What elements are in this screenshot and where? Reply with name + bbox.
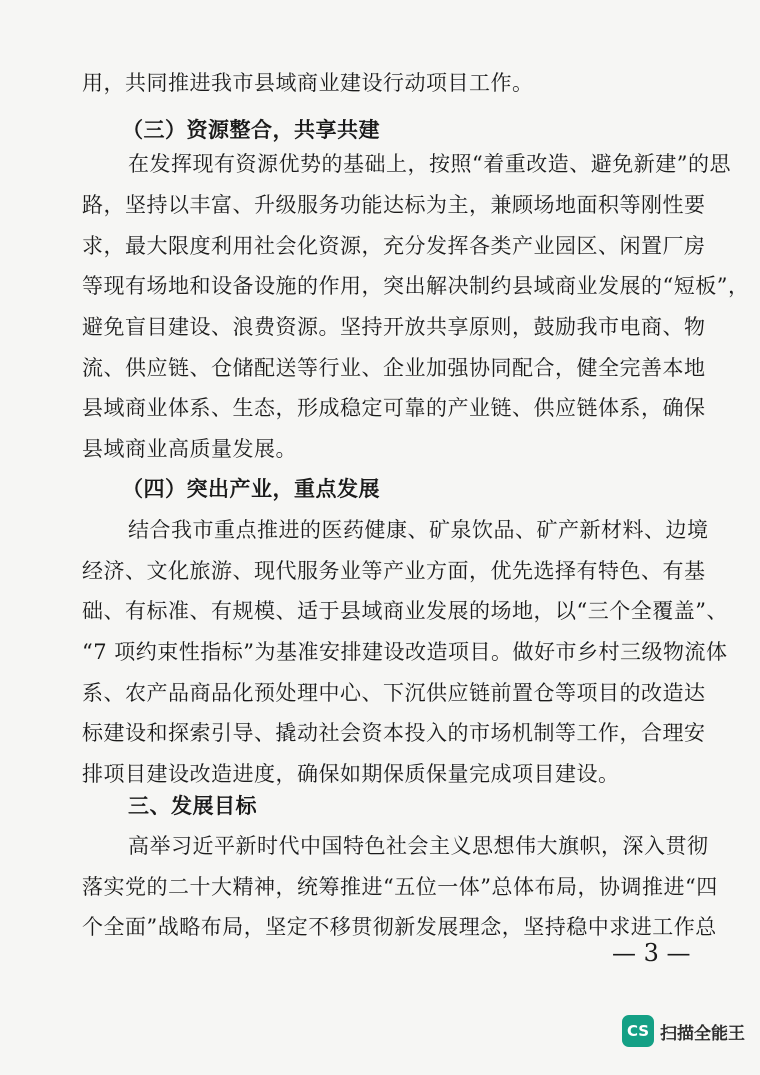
watermark-label: 扫描全能王: [660, 1023, 745, 1044]
text-line: 在发挥现有资源优势的基础上，按照“着重改造、避免新建”的思: [128, 152, 731, 176]
text-line: 用，共同推进我市县域商业建设行动项目工作。: [82, 71, 534, 95]
text-line: 落实党的二十大精神，统筹推进“五位一体”总体布局，协调推进“四: [82, 875, 718, 899]
text-line: 县域商业高质量发展。: [82, 437, 297, 461]
section-heading: （三）资源整合，共享共建: [122, 117, 380, 142]
text-line: 系、农产品商品化预处理中心、下沉供应链前置仓等项目的改造达: [82, 681, 706, 705]
text-line: 等现有场地和设备设施的作用，突出解决制约县域商业发展的“短板”，: [82, 274, 750, 298]
text-line: 经济、文化旅游、现代服务业等产业方面，优先选择有特色、有基: [82, 559, 706, 583]
section-heading: 三、发展目标: [128, 794, 257, 818]
text-line: “7 项约束性指标”为基准安排建设改造项目。做好市乡村三级物流体: [82, 640, 728, 664]
text-line: 高举习近平新时代中国特色社会主义思想伟大旗帜，深入贯彻: [128, 834, 709, 858]
text-line: 求，最大限度利用社会化资源，充分发挥各类产业园区、闲置厂房: [82, 234, 706, 258]
page-number: — 3 —: [612, 939, 691, 967]
camscanner-logo-icon: CS: [622, 1015, 654, 1047]
scanner-watermark: [622, 1013, 754, 1049]
text-line: 个全面”战略布局，坚定不移贯彻新发展理念，坚持稳中求进工作总: [82, 915, 717, 939]
text-line: 路，坚持以丰富、升级服务功能达标为主，兼顾场地面积等刚性要: [82, 193, 706, 217]
text-line: 避免盲目建设、浪费资源。坚持开放共享原则，鼓励我市电商、物: [82, 315, 706, 339]
text-line: 县域商业体系、生态，形成稳定可靠的产业链、供应链体系，确保: [82, 396, 706, 420]
text-line: 结合我市重点推进的医药健康、矿泉饮品、矿产新材料、边境: [128, 518, 709, 542]
text-line: 流、供应链、仓储配送等行业、企业加强协同配合，健全完善本地: [82, 356, 706, 380]
text-line: 排项目建设改造进度，确保如期保质保量完成项目建设。: [82, 762, 620, 786]
section-heading: （四）突出产业，重点发展: [122, 476, 380, 501]
text-line: 础、有标准、有规模、适于县域商业发展的场地，以“三个全覆盖”、: [82, 599, 728, 623]
text-line: 标建设和探索引导、撬动社会资本投入的市场机制等工作，合理安: [82, 721, 706, 745]
